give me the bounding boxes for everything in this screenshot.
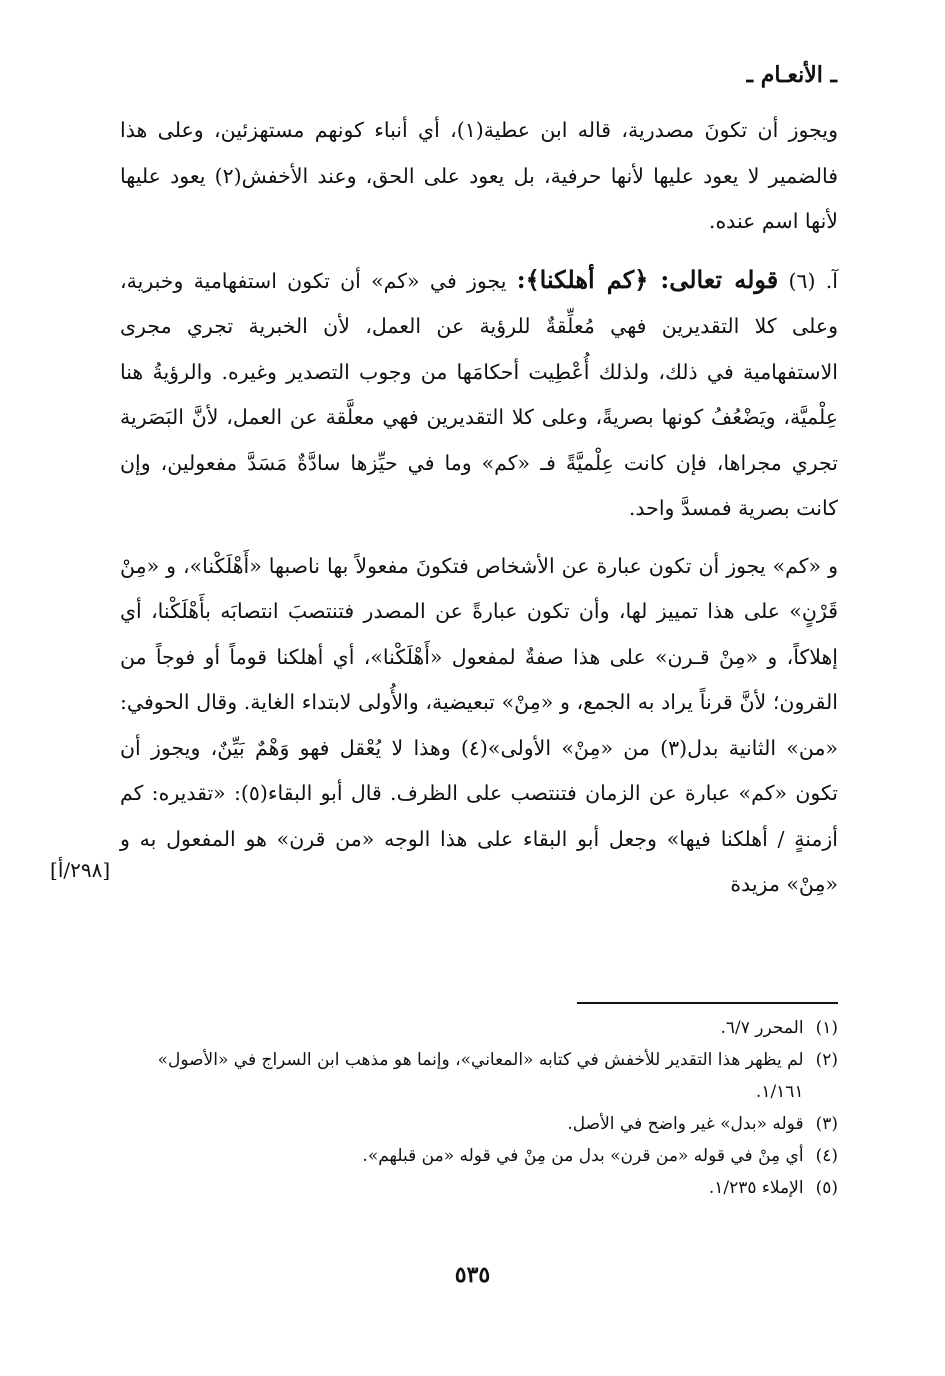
footnote-text: أي مِنْ في قوله «من قرن» بدل من مِنْ في قوله «من قبلهم».: [362, 1146, 804, 1166]
footnote-item: [120, 1108, 838, 1140]
footnote-number: (٤): [815, 1146, 838, 1166]
footnote-number: (١): [815, 1018, 838, 1038]
footnote-text: المحرر ٦/٧.: [720, 1018, 804, 1038]
page-number: ٥٣٥: [454, 1262, 491, 1288]
footnote-number: (٢): [815, 1050, 838, 1070]
footnote-number: (٥): [815, 1178, 838, 1198]
footnotes: [120, 1012, 838, 1204]
footnote-text: الإملاء ١/٢٣٥.: [708, 1178, 804, 1198]
footnote-text: لم يظهر هذا التقدير للأخفش في كتابه «المعاني»، وإنما هو مذهب ابن السراج في «الأصول» ١/١٦١.: [157, 1050, 804, 1102]
footnote-item: [120, 1012, 838, 1044]
footnote-item: [120, 1044, 838, 1108]
verse-number: آ. (٦): [778, 268, 838, 293]
manuscript-folio-note: [٢٩٨/أ]: [50, 858, 111, 882]
verse-citation: قوله تعالى: ﴿كم أهلكنا﴾:: [516, 264, 779, 294]
paragraph-2: [120, 257, 838, 532]
footnote-item: [120, 1172, 838, 1204]
footnote-text: قوله «بدل» غير واضح في الأصل.: [567, 1114, 804, 1134]
paragraph-text: و «كم» يجوز أن تكون عبارة عن الأشخاص فتكونَ مفعولاً بها ناصبها «أَهْلَكْنا»، و «مِنْ قَرْنٍ» على هذا تمييز لها، وأن تكون عبارةً عن المصدر فتنتصبَ انتصابَه بأَهْلَكْنا، أي إهلاكاً، و «مِنْ قـرن» على هذا صفةٌ لمفعول «أَهْلَكْنا»، أي أهلكنا قوماً أو فوجاً من القرون؛ لأنَّ قرناً يراد به الجمع، و «مِنْ» تبعيضية، والأُولى لابتداء الغاية. وقال الحوفي: «من» الثانية بدل(٣) من «مِنْ» الأولى»(٤) وهذا لا يُعْقل فهو وَهْمٌ بَيِّنٌ، ويجوز أن تكون «كم» عبارة عن الزمان فتنتصب على الظرف. قال أبو البقاء(٥): «تقديره: كم أزمنةٍ / أهلكنا فيها» وجعل أبو البقاء على هذا الوجه «من قرن» هو المفعول به و «مِنْ» مزيدة: [120, 553, 838, 896]
footnote-divider: [577, 1002, 838, 1004]
running-header: ـ الأنعـام ـ: [746, 62, 837, 88]
paragraph-text: يجوز في «كم» أن تكون استفهامية وخبرية، وعلى كلا التقديرين فهي مُعلِّقةٌ للرؤية عن العمل، لأن الخبرية تجري مجرى الاستفهامية في ذلك، ولذلك أُعْطِيت أحكامَها من وجوب التصدير وغيره. والرؤيةُ هنا عِلْميَّة، ويَضْعُفُ كونها بصريةً، وعلى كلا التقديرين فهي معلَّقة عن العمل، لأنَّ البَصَرية تجري مجراها، فإن كانت عِلْميَّةً فـ «كم» وما في حيِّزها سادَّةٌ مَسَدَّ مفعولين، وإن كانت بصرية فمسدَّ واحد.: [120, 268, 838, 520]
paragraph-1: [120, 108, 838, 245]
main-text: [120, 108, 838, 908]
footnote-number: (٣): [815, 1114, 838, 1134]
paragraph-text: ويجوز أن تكونَ مصدرية، قاله ابن عطية(١)، أي أنباء كونهم مستهزئين، وعلى هذا فالضمير لا يعود عليها لأنها حرفية، بل يعود على الحق، وعند الأخفش(٢) يعود عليها لأنها اسم عنده.: [120, 118, 839, 233]
paragraph-3: [120, 544, 838, 908]
footnote-item: [120, 1140, 838, 1172]
